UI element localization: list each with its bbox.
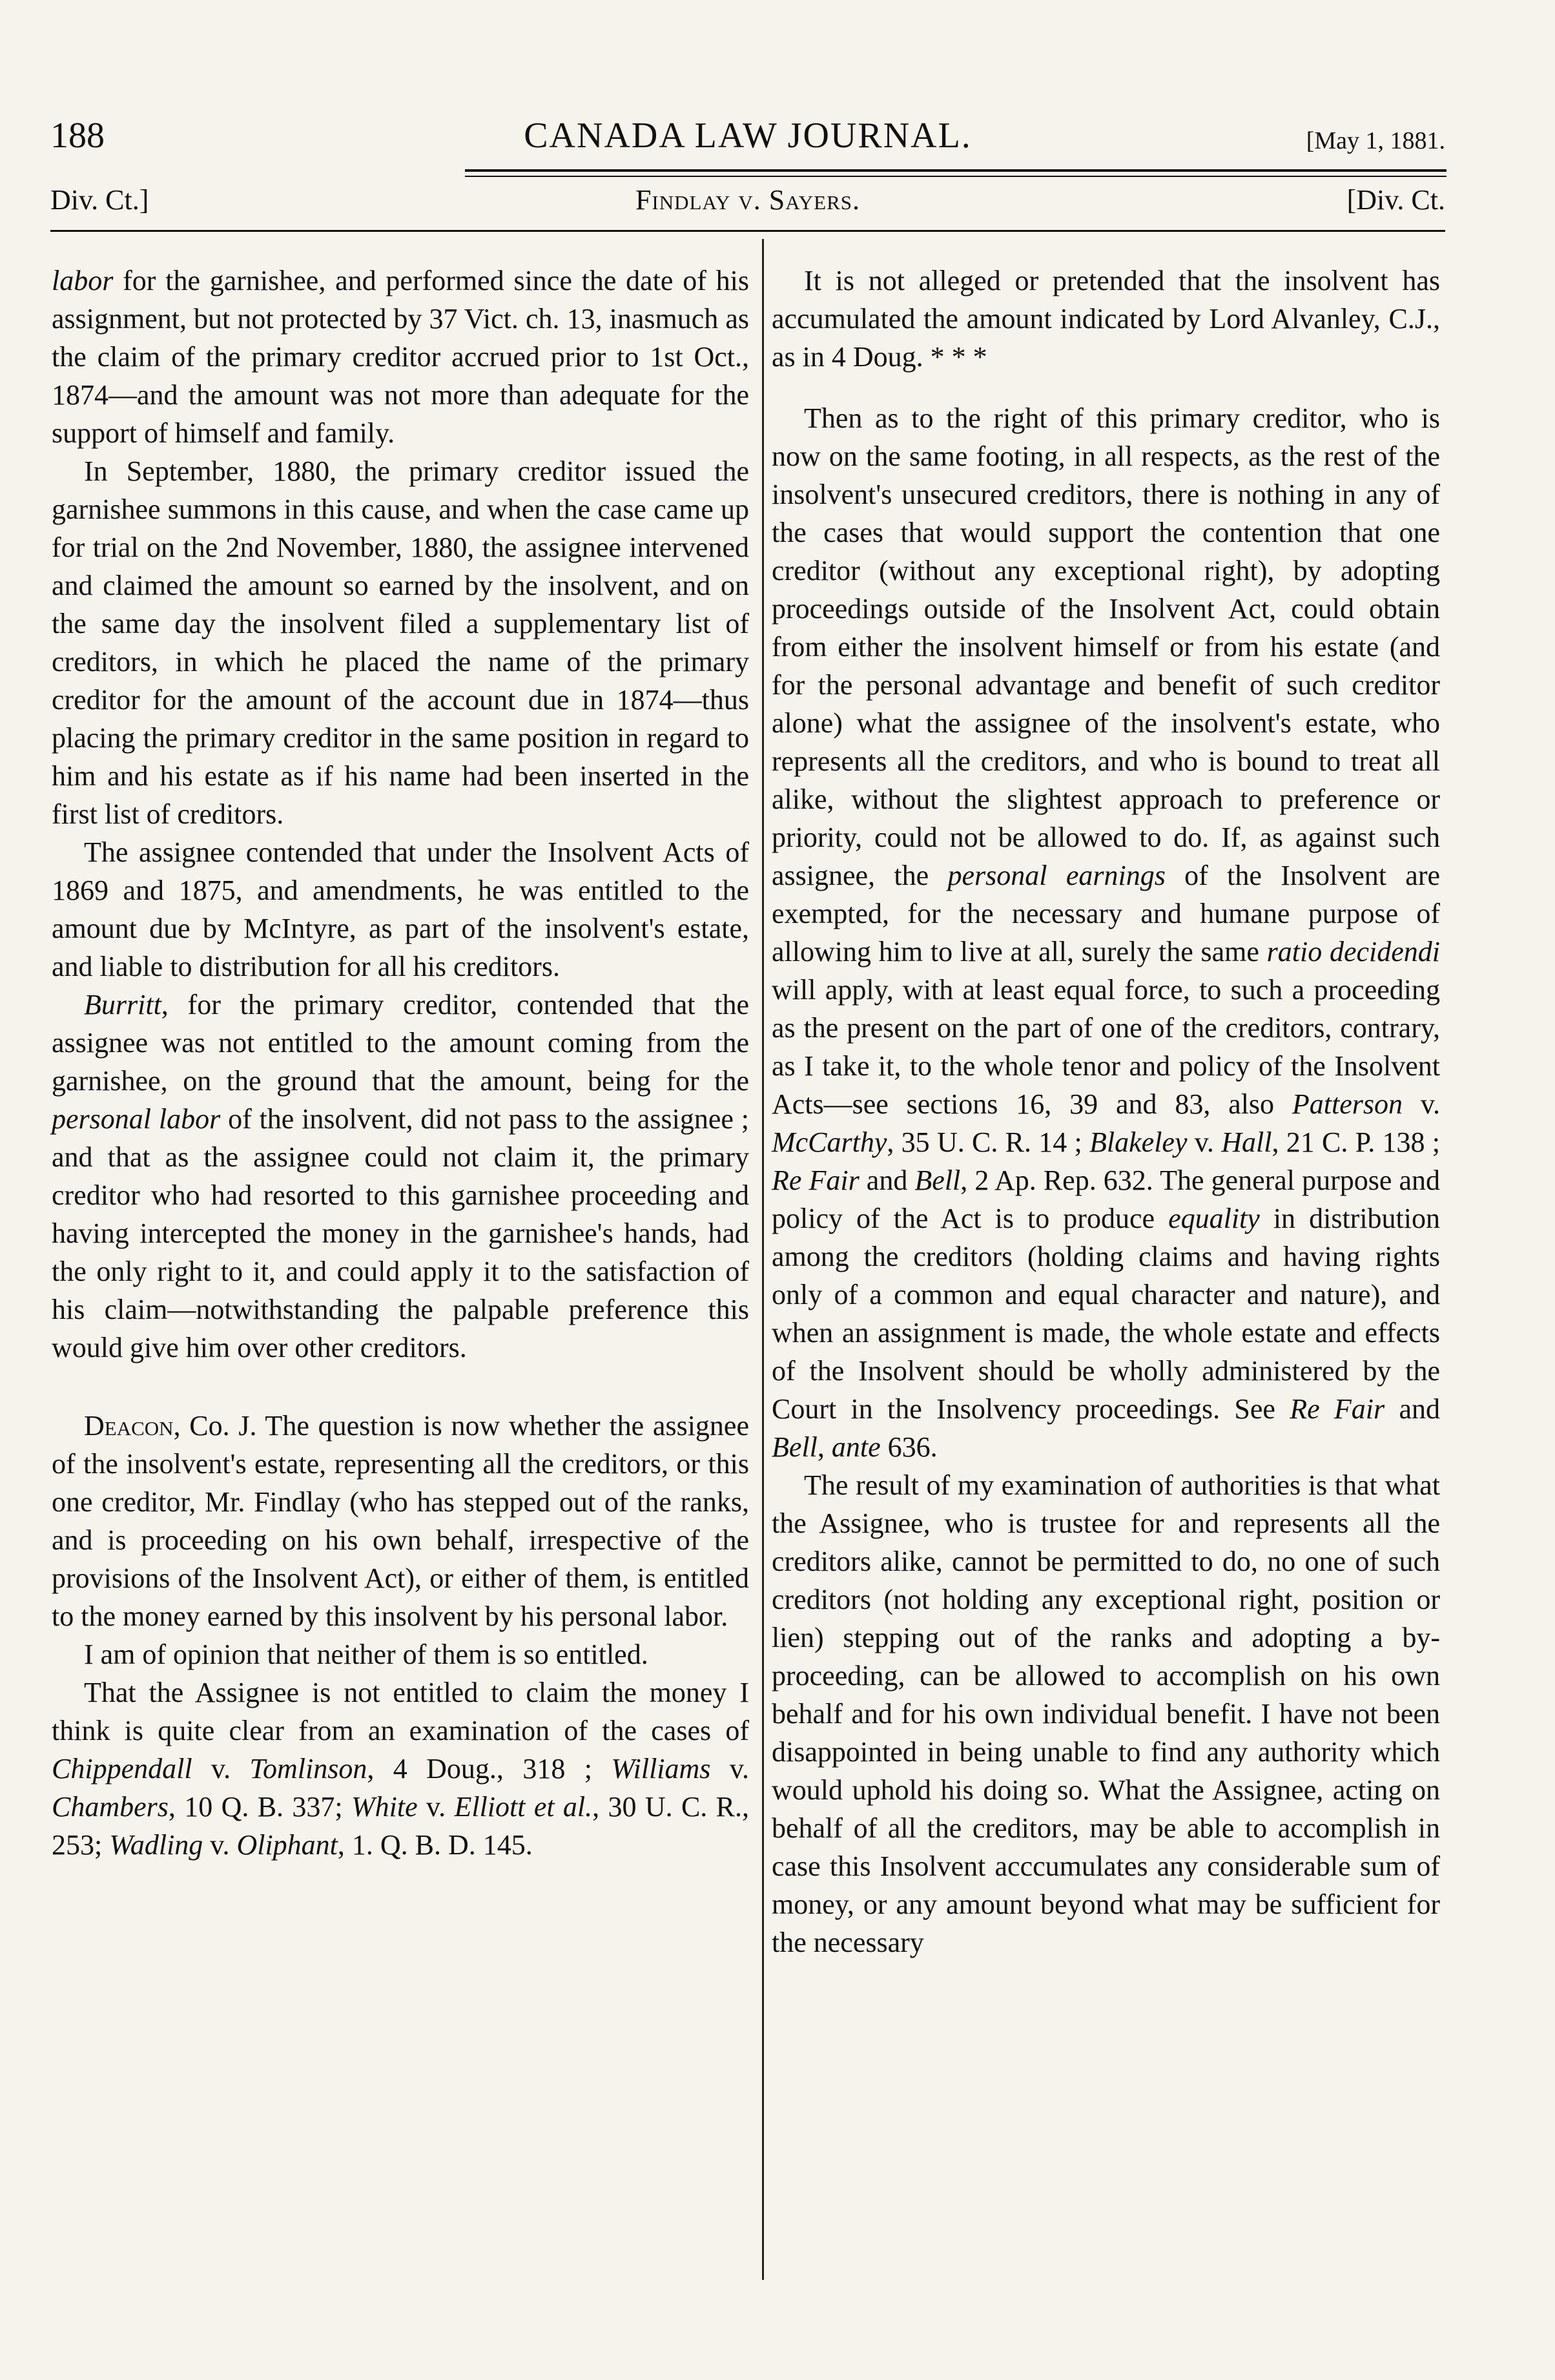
text-run: , 1. Q. B. D. 145. — [337, 1829, 533, 1861]
italic-run: Bell — [772, 1431, 818, 1463]
text-run: , for the primary creditor, contended that the assignee was not entitled to the amount coming from the garnishee, on the ground that the amount, being for the — [52, 989, 749, 1097]
text-run: and — [1385, 1393, 1440, 1425]
text-run: , 30 U. C. R., 253; — [52, 1791, 749, 1861]
italic-run: Patterson — [1292, 1088, 1403, 1120]
right-paragraph-1: It is not alleged or pretended that the insolvent has accumulated the amount indicated by Lord Alvanley, C.J., as in 4 Doug. * * * — [772, 265, 1440, 373]
text-run: , 21 C. P. 138 ; — [1272, 1126, 1440, 1158]
right-paragraph-2 — [772, 399, 1440, 1466]
text-run: in distribution among the creditors (holding claims and having rights only of a common and equal character and nature), and when an assignment is made, the whole estate and effects of the Insolvent should be wholly administered by the Court in the Insolvency proceedings. See — [772, 1203, 1440, 1425]
journal-title: CANADA LAW JOURNAL. — [524, 116, 972, 156]
right-paragraph-3: The result of my examination of authorities is that what the Assignee, who is trustee for and represents all the creditors alike, cannot be permitted to do, no one of such creditors (not holding any exceptional right, position or lien) stepping out of the ranks and adopting a by-proceeding, can be allowed to accomplish on his own behalf and for his own individual benefit. I have not been disappointed in being unable to find any authority which would uphold his doing so. What the Assignee, acting on behalf of all the creditors, may be able to accomplish in case this Insolvent acccumulates any considerable sum of money, or any amount beyond what may be sufficient for the necessary — [772, 1469, 1440, 1958]
italic-run: Chambers — [52, 1791, 169, 1823]
text-run: , 10 Q. B. 337; — [168, 1791, 351, 1823]
italic-run: White — [351, 1791, 418, 1823]
header-rule-thin — [465, 176, 1447, 177]
running-head-right: [Div. Ct. — [1346, 184, 1445, 216]
italic-run: Wadling — [109, 1829, 203, 1861]
italic-run: Blakeley — [1089, 1126, 1188, 1158]
left-paragraph-3: The assignee contended that under the Insolvent Acts of 1869 and 1875, and amendments, he was entitled to the amount due by McIntyre, as part of the insolvent's estate, and liable to distribution for all his creditors. — [52, 836, 749, 982]
left-paragraph-6: I am of opinion that neither of them is so entitled. — [84, 1639, 648, 1670]
text-run: v. — [1403, 1088, 1440, 1120]
left-paragraph-1 — [52, 262, 749, 452]
text-run: Then as to the right of this primary creditor, who is now on the same footing, in all respects, as the rest of the insolvent's unsecured creditors, there is nothing in any of the cases that would support the contention that one creditor (without any exceptional right), by adopting proceedings outside of the Insolvent Act, could obtain from either the insolvent himself or from his estate (and for the personal advantage and benefit of such creditor alone) what the assignee of the insolvent's estate, who represents all the creditors, and who is bound to treat all alike, without the slightest approach to preference or priority, could not be allowed to do. If, as against such assignee, the — [772, 402, 1440, 891]
italic-run: McCarthy — [772, 1126, 887, 1158]
italic-run: Hall — [1221, 1126, 1272, 1158]
running-head — [50, 178, 1445, 223]
text-run: will apply, with at least equal force, to such a proceeding as the present on the part of one of the creditors, contrary, as I take it, to the whole tenor and policy of the Insolvent Acts—see sections 16, 39 and 83, also — [772, 974, 1440, 1120]
left-paragraph-5 — [52, 1407, 749, 1635]
text-run: v. — [710, 1753, 749, 1785]
running-head-rule — [50, 230, 1445, 232]
italic-run: personal labor — [52, 1103, 221, 1135]
italic-run: Re Fair — [772, 1164, 860, 1196]
italic-run: personal earnings — [947, 860, 1166, 891]
text-run: v. — [417, 1791, 455, 1823]
text-run: v. — [203, 1829, 237, 1861]
text-run: of the Insolvent are exempted, for the necessary and humane purpose of allowing him to live at all, surely the same — [772, 860, 1441, 968]
case-title: Findlay v. Sayers. — [635, 184, 861, 216]
text-run: for the garnishee, and performed since the date of his assignment, but not protected by 37 Vict. ch. 13, inasmuch as the claim of the primary creditor accrued prior to 1st Oct., 1874—and the amount was not more than adequate for the support of himself and family. — [52, 265, 749, 449]
text-run: v. — [1187, 1126, 1222, 1158]
text-run: , Co. J. The question is now whether the assignee of the insolvent's estate, representing all the creditors, or this one creditor, Mr. Findlay (who has stepped out of the ranks, and is proceeding on his own behalf, irrespective of the provisions of the Insolvent Act), or either of them, is entitled to the money earned by this insolvent by his personal labor. — [52, 1410, 749, 1632]
issue-date: [May 1, 1881. — [1306, 127, 1445, 154]
text-run: of the insolvent, did not pass to the assignee ; and that as the assignee could not claim it, the primary creditor who had resorted to this garnishee proceeding and having intercepted the money in the garnishee's hands, had the only right to it, and could apply it to the satisfaction of his claim—notwithstanding the palpable preference this would give him over other creditors. — [52, 1103, 750, 1363]
running-head-left: Div. Ct.] — [50, 184, 149, 216]
italic-run: Tomlinson — [249, 1753, 367, 1785]
left-column — [52, 262, 749, 1864]
italic-run: Chippendall — [52, 1753, 192, 1785]
page-number: 188 — [50, 116, 105, 156]
text-run: v. — [192, 1753, 250, 1785]
text-run: , 35 U. C. R. 14 ; — [887, 1126, 1090, 1158]
text-run: , 4 Doug., 318 ; — [367, 1753, 612, 1785]
text-run: , — [817, 1431, 832, 1463]
italic-run: Williams — [611, 1753, 711, 1785]
left-paragraph-7 — [52, 1673, 749, 1864]
judge-name: Deacon — [84, 1410, 174, 1442]
text-run: 636. — [880, 1431, 938, 1463]
masthead — [50, 110, 1445, 161]
italic-run: Elliott et al. — [454, 1791, 593, 1823]
text-run: That the Assignee is not entitled to claim the money I think is quite clear from an examination of the cases of — [52, 1677, 749, 1746]
header-rule — [465, 169, 1447, 172]
right-column — [772, 262, 1440, 1961]
italic-run: labor — [52, 265, 114, 296]
left-paragraph-2: In September, 1880, the primary creditor issued the garnishee summons in this cause, and when the case came up for trial on the 2nd November, 1880, the assignee intervened and claimed the amount so earned by the insolvent, and on the same day the insolvent filed a supplementary list of creditors, in which he placed the name of the primary creditor for the amount of the account due in 1874—thus placing the primary creditor in the same position in regard to him and his estate as if his name had been inserted in the first list of creditors. — [52, 455, 749, 830]
text-run: and — [859, 1164, 915, 1196]
italic-run: equality — [1168, 1203, 1260, 1234]
left-paragraph-4 — [52, 986, 749, 1367]
italic-run: Oliphant — [236, 1829, 338, 1861]
column-divider — [762, 239, 764, 2280]
italic-run: ante — [831, 1431, 881, 1463]
italic-run: Bell — [914, 1164, 961, 1196]
italic-run: Burritt — [84, 989, 161, 1020]
italic-run: ratio decidendi — [1266, 936, 1440, 968]
text-run: , 2 Ap. Rep. 632. The general purpose and policy of the Act is to produce — [772, 1164, 1441, 1234]
italic-run: Re Fair — [1290, 1393, 1385, 1425]
